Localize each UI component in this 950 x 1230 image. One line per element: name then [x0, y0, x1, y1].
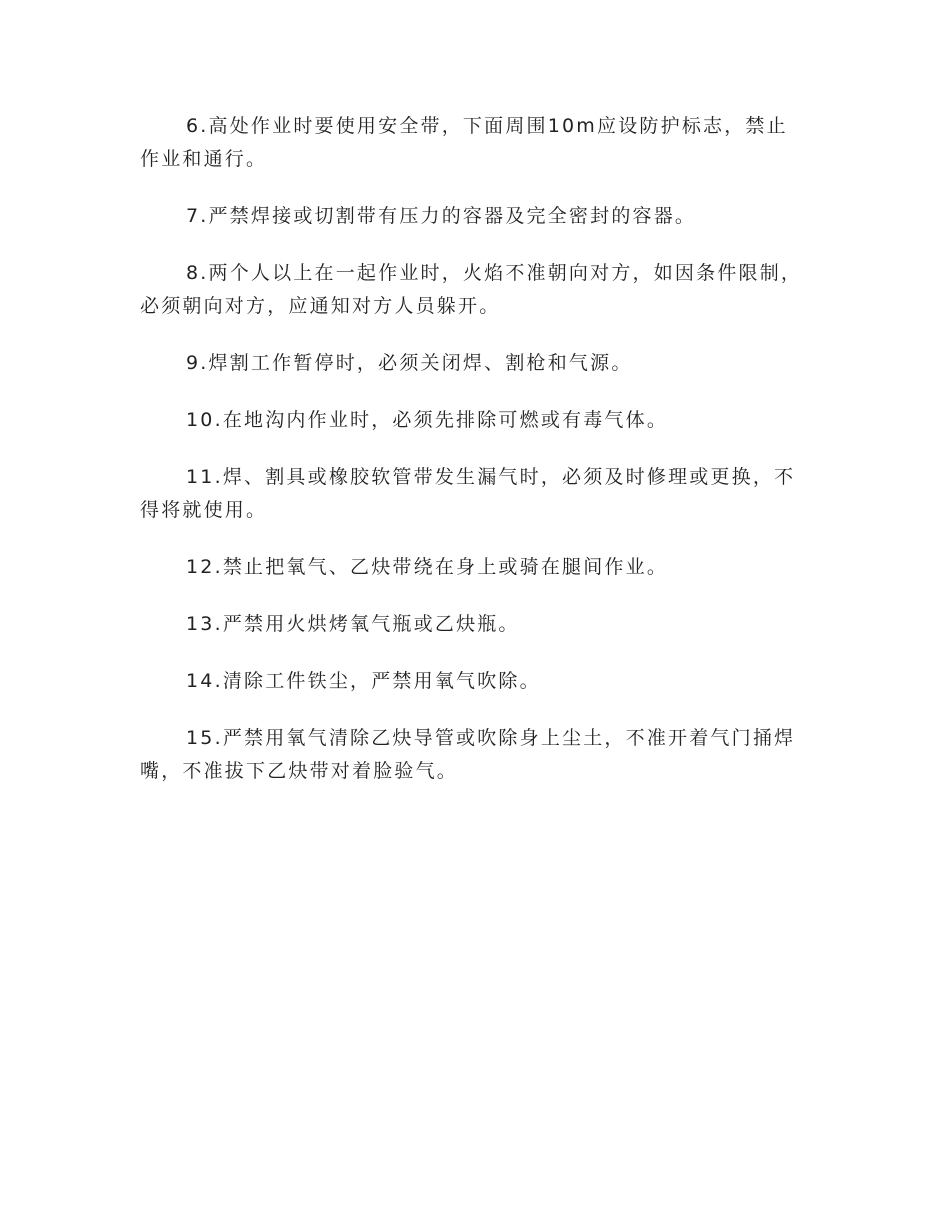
rule-paragraph-15: 15.严禁用氧气清除乙炔导管或吹除身上尘土，不准开着气门捅焊嘴，不准拔下乙炔带对着脸验气。 [140, 727, 796, 782]
rule-paragraph-6: 6.高处作业时要使用安全带，下面周围10m应设防护标志，禁止作业和通行。 [140, 115, 788, 170]
rule-paragraph-14: 14.清除工件铁尘，严禁用氧气吹除。 [186, 670, 541, 692]
document-body [140, 110, 808, 812]
rule-paragraph-12: 12.禁止把氧气、乙炔带绕在身上或骑在腿间作业。 [186, 556, 669, 578]
rule-paragraph-8: 8.两个人以上在一起作业时，火焰不准朝向对方，如因条件限制，必须朝向对方，应通知对方人员躲开。 [140, 262, 803, 317]
rule-paragraph-11: 11.焊、割具或橡胶软管带发生漏气时，必须及时修理或更换，不得将就使用。 [140, 466, 796, 521]
rule-paragraph-7: 7.严禁焊接或切割带有压力的容器及完全密封的容器。 [186, 205, 697, 227]
rule-paragraph-9: 9.焊割工作暂停时，必须关闭焊、割枪和气源。 [186, 352, 633, 374]
rule-paragraph-13: 13.严禁用火烘烤氧气瓶或乙炔瓶。 [186, 613, 520, 635]
rule-paragraph-10: 10.在地沟内作业时，必须先排除可燃或有毒气体。 [186, 409, 669, 431]
